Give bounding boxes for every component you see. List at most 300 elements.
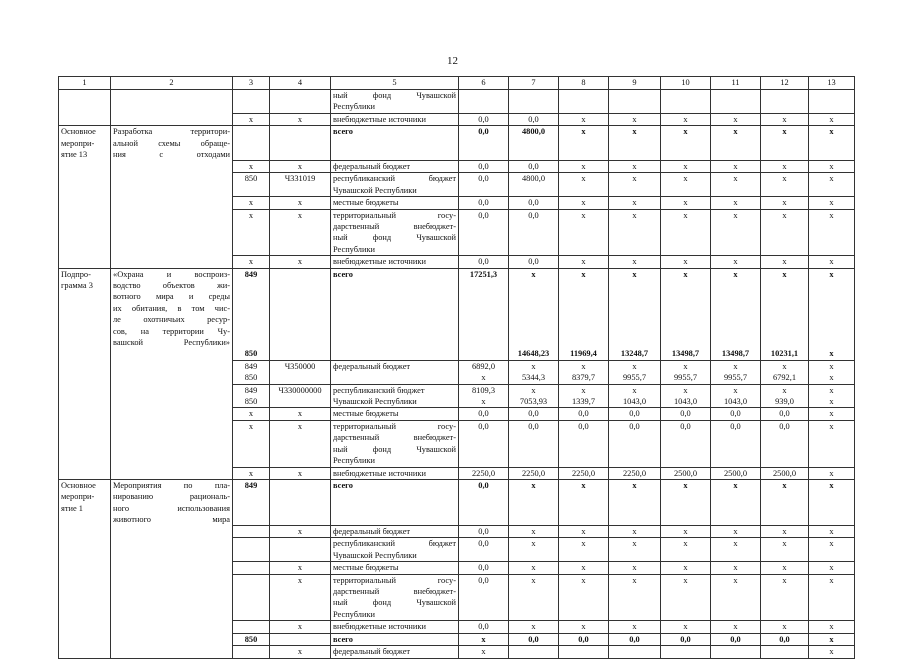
program-description-cell [111, 526, 233, 538]
program-name-cell [59, 562, 111, 574]
value-cell: 4800,0 [509, 126, 559, 161]
value-cell [509, 90, 559, 114]
header-cell: 5 [331, 77, 459, 90]
cell-line: внебюджетные источники [333, 114, 426, 124]
cell-line: дарственный внебюджет- [333, 221, 456, 231]
value-cell: x [761, 256, 809, 268]
value-cell: 0,0 [761, 420, 809, 467]
header-row [59, 77, 855, 90]
cell-line: Мероприятия по пла- [113, 480, 230, 490]
value-cell: x [559, 562, 609, 574]
program-name-cell [59, 420, 111, 467]
value-cell: 0,0 [711, 633, 761, 645]
value-cell: x [559, 209, 609, 256]
program-description-cell [111, 90, 233, 114]
cell-line: всего [333, 127, 353, 137]
value-cell: 0,0 [459, 574, 509, 621]
value-cell: 0,0 [459, 621, 509, 633]
value-cell: x [711, 173, 761, 197]
cell-line: ный фонд Чувашской [333, 233, 456, 243]
value-cell: x [559, 113, 609, 125]
value-cell: x [459, 646, 509, 658]
value-cell: 0,0 [609, 408, 661, 420]
cell-line: дарственный внебюджет- [333, 587, 456, 597]
program-name-cell [59, 113, 111, 125]
value-cell: x [559, 538, 609, 562]
funding-source-cell [331, 562, 459, 574]
value-cell: x [559, 621, 609, 633]
program-name-cell [59, 90, 111, 114]
value-cell: 8109,3 [459, 384, 509, 396]
value-cell: x [761, 621, 809, 633]
grbs-code-cell [233, 526, 270, 538]
cell-line: республиканский бюджет [333, 385, 425, 395]
program-description-cell [111, 621, 233, 633]
target-article-cell [270, 538, 331, 562]
table-row [59, 467, 855, 479]
value-cell: x [509, 360, 559, 372]
program-name-cell [59, 256, 111, 268]
value-cell: 13248,7 [609, 348, 661, 360]
value-cell: x [559, 126, 609, 161]
value-cell: x [809, 173, 855, 197]
header-cell: 7 [509, 77, 559, 90]
value-cell: x [711, 160, 761, 172]
value-cell: 8379,7 [559, 372, 609, 384]
grbs-code-cell: x [233, 408, 270, 420]
value-cell: 0,0 [459, 126, 509, 161]
table-row [59, 633, 855, 645]
target-article-cell: x [270, 420, 331, 467]
program-name-cell [59, 372, 111, 384]
program-description-cell [111, 126, 233, 161]
program-name-cell [59, 268, 111, 348]
value-cell: 0,0 [509, 113, 559, 125]
target-article-cell [270, 479, 331, 525]
table-row [59, 160, 855, 172]
program-name-cell [59, 160, 111, 172]
table-row [59, 348, 855, 360]
program-description-cell [111, 396, 233, 408]
cell-line: «Охрана и воспроиз- [113, 269, 230, 279]
table-row [59, 268, 855, 348]
cell-line: меропри- [61, 138, 95, 148]
value-cell [559, 646, 609, 658]
value-cell: x [761, 173, 809, 197]
funding-source-cell [331, 574, 459, 621]
header-cell: 6 [459, 77, 509, 90]
cell-line: животного мира [113, 515, 230, 525]
value-cell: 0,0 [711, 408, 761, 420]
target-article-cell [270, 348, 331, 360]
header-cell: 12 [761, 77, 809, 90]
cell-line: Республики [333, 102, 376, 112]
grbs-code-cell: 849 [233, 384, 270, 396]
value-cell: x [509, 268, 559, 348]
grbs-code-cell: 850 [233, 372, 270, 384]
program-description-cell [111, 113, 233, 125]
value-cell: x [559, 173, 609, 197]
value-cell: x [661, 113, 711, 125]
value-cell: 9955,7 [711, 372, 761, 384]
cell-line: Подпро- [61, 269, 91, 279]
value-cell: x [609, 621, 661, 633]
program-description-cell [111, 538, 233, 562]
value-cell: x [559, 526, 609, 538]
value-cell: 0,0 [509, 160, 559, 172]
value-cell: x [661, 574, 711, 621]
value-cell: 0,0 [509, 256, 559, 268]
value-cell [459, 348, 509, 360]
value-cell: x [761, 384, 809, 396]
value-cell: x [809, 160, 855, 172]
cell-line: Разработка территори- [113, 127, 230, 137]
grbs-code-cell: x [233, 160, 270, 172]
cell-line: нированию рациональ- [113, 492, 230, 502]
funding-source-cell [331, 633, 459, 645]
value-cell: 0,0 [459, 408, 509, 420]
value-cell: 1043,0 [609, 396, 661, 408]
cell-line: республиканский бюджет [333, 174, 456, 184]
value-cell: 0,0 [661, 420, 711, 467]
program-name-cell [59, 479, 111, 525]
value-cell: 4800,0 [509, 173, 559, 197]
table-row [59, 646, 855, 658]
value-cell: 13498,7 [711, 348, 761, 360]
cell-line: Чувашской Республики [333, 185, 417, 195]
cell-line: местные бюджеты [333, 563, 399, 573]
value-cell: 10231,1 [761, 348, 809, 360]
cell-line: внебюджетные источники [333, 257, 426, 267]
cell-line: ятие 13 [61, 150, 88, 160]
value-cell: x [559, 384, 609, 396]
table-row [59, 538, 855, 562]
value-cell: x [559, 574, 609, 621]
cell-line: меропри- [61, 492, 95, 502]
value-cell: 0,0 [661, 633, 711, 645]
table-row [59, 479, 855, 525]
value-cell: x [609, 113, 661, 125]
value-cell [711, 90, 761, 114]
cell-line: ный фонд Чувашской [333, 444, 456, 454]
target-article-cell: x [270, 113, 331, 125]
value-cell: x [711, 621, 761, 633]
program-name-cell [59, 209, 111, 256]
value-cell: x [711, 384, 761, 396]
program-name-cell [59, 197, 111, 209]
value-cell: x [809, 384, 855, 396]
program-description-cell [111, 268, 233, 348]
grbs-code-cell: 849 [233, 360, 270, 372]
value-cell: 5344,3 [509, 372, 559, 384]
funding-source-cell [331, 126, 459, 161]
cell-line: Республики [333, 456, 376, 466]
value-cell: x [661, 126, 711, 161]
value-cell [509, 646, 559, 658]
value-cell: x [559, 256, 609, 268]
value-cell: x [809, 646, 855, 658]
grbs-code-cell [233, 126, 270, 161]
value-cell: 11969,4 [559, 348, 609, 360]
table-row [59, 360, 855, 372]
grbs-code-cell [233, 562, 270, 574]
funding-source-cell [331, 90, 459, 114]
table-row [59, 384, 855, 396]
target-article-cell [270, 633, 331, 645]
cell-line: ный фонд Чувашской [333, 598, 456, 608]
target-article-cell: x [270, 160, 331, 172]
table-row [59, 562, 855, 574]
cell-line: всего [333, 634, 353, 644]
program-description-cell [111, 562, 233, 574]
value-cell: x [509, 526, 559, 538]
value-cell: x [761, 360, 809, 372]
value-cell: x [809, 348, 855, 360]
value-cell: 2250,0 [509, 467, 559, 479]
value-cell: 0,0 [459, 420, 509, 467]
value-cell: x [509, 562, 559, 574]
grbs-code-cell: x [233, 113, 270, 125]
target-article-cell [270, 396, 331, 408]
value-cell: x [609, 562, 661, 574]
page-number: 12 [447, 55, 458, 67]
program-description-cell [111, 384, 233, 396]
cell-line: местные бюджеты [333, 409, 399, 419]
value-cell: 0,0 [761, 408, 809, 420]
table-row [59, 408, 855, 420]
target-article-cell [270, 372, 331, 384]
cell-line: Основное [61, 127, 96, 137]
header-cell: 1 [59, 77, 111, 90]
value-cell: 939,0 [761, 396, 809, 408]
table-row [59, 574, 855, 621]
cell-line: дарственный внебюджет- [333, 433, 456, 443]
value-cell: x [609, 126, 661, 161]
cell-line: территориальный госу- [333, 575, 456, 585]
value-cell: x [809, 126, 855, 161]
value-cell: x [809, 360, 855, 372]
value-cell [559, 90, 609, 114]
value-cell: x [711, 479, 761, 525]
cell-line: водство объектов жи- [113, 281, 230, 290]
program-description-cell [111, 160, 233, 172]
value-cell: x [711, 113, 761, 125]
cell-line: всего [333, 269, 353, 279]
value-cell: 0,0 [459, 479, 509, 525]
target-article-cell: x [270, 467, 331, 479]
value-cell: 0,0 [509, 197, 559, 209]
value-cell: x [609, 574, 661, 621]
value-cell: 0,0 [711, 420, 761, 467]
target-article-cell: x [270, 646, 331, 658]
value-cell: x [661, 479, 711, 525]
value-cell: x [809, 621, 855, 633]
value-cell [459, 90, 509, 114]
program-name-cell [59, 646, 111, 658]
program-name-cell [59, 126, 111, 161]
value-cell: 0,0 [559, 408, 609, 420]
header-cell: 8 [559, 77, 609, 90]
value-cell: 0,0 [609, 633, 661, 645]
target-article-cell: x [270, 256, 331, 268]
funding-source-cell [331, 268, 459, 348]
target-article-cell: x [270, 197, 331, 209]
value-cell: x [559, 197, 609, 209]
value-cell: 0,0 [459, 160, 509, 172]
value-cell [661, 646, 711, 658]
value-cell: x [711, 562, 761, 574]
value-cell: 2500,0 [661, 467, 711, 479]
funding-table [58, 76, 855, 659]
grbs-code-cell: 850 [233, 633, 270, 645]
table-row [59, 621, 855, 633]
target-article-cell: x [270, 574, 331, 621]
value-cell: x [661, 209, 711, 256]
value-cell: x [711, 256, 761, 268]
value-cell: x [761, 197, 809, 209]
cell-line: ятие 1 [61, 503, 83, 513]
value-cell: x [459, 396, 509, 408]
funding-source-cell [331, 420, 459, 467]
value-cell: x [761, 126, 809, 161]
value-cell: x [661, 256, 711, 268]
grbs-code-cell [233, 538, 270, 562]
value-cell: 0,0 [661, 408, 711, 420]
program-description-cell [111, 479, 233, 525]
target-article-cell: x [270, 621, 331, 633]
value-cell: x [809, 372, 855, 384]
table-row [59, 526, 855, 538]
header-cell: 4 [270, 77, 331, 90]
value-cell: x [761, 526, 809, 538]
grbs-code-cell: x [233, 467, 270, 479]
header-cell: 9 [609, 77, 661, 90]
grbs-code-cell [233, 574, 270, 621]
value-cell: x [661, 538, 711, 562]
value-cell: x [661, 562, 711, 574]
value-cell: 0,0 [509, 633, 559, 645]
value-cell: x [661, 621, 711, 633]
funding-source-cell [331, 526, 459, 538]
target-article-cell: x [270, 562, 331, 574]
program-name-cell [59, 360, 111, 372]
value-cell: 13498,7 [661, 348, 711, 360]
value-cell: x [661, 160, 711, 172]
value-cell: 2250,0 [609, 467, 661, 479]
funding-source-cell [331, 256, 459, 268]
funding-source-cell [331, 396, 459, 408]
value-cell: 0,0 [459, 173, 509, 197]
funding-source-cell [331, 408, 459, 420]
value-cell [609, 90, 661, 114]
value-cell [809, 90, 855, 114]
value-cell: 2250,0 [459, 467, 509, 479]
value-cell: x [509, 621, 559, 633]
value-cell: x [809, 562, 855, 574]
value-cell: x [609, 538, 661, 562]
target-article-cell: x [270, 526, 331, 538]
value-cell: x [609, 197, 661, 209]
target-article-cell [270, 126, 331, 161]
value-cell: x [809, 197, 855, 209]
value-cell: x [809, 526, 855, 538]
program-description-cell [111, 209, 233, 256]
value-cell: x [809, 467, 855, 479]
grbs-code-cell: x [233, 420, 270, 467]
cell-line: ния с отходами [113, 150, 230, 160]
value-cell [661, 90, 711, 114]
value-cell: x [559, 479, 609, 525]
program-description-cell [111, 646, 233, 658]
grbs-code-cell: 849 [233, 479, 270, 525]
cell-line: Основное [61, 480, 96, 490]
table-row [59, 90, 855, 114]
value-cell: 9955,7 [609, 372, 661, 384]
funding-source-cell [331, 160, 459, 172]
funding-source-cell [331, 538, 459, 562]
value-cell: x [809, 633, 855, 645]
value-cell: x [609, 526, 661, 538]
value-cell: 1339,7 [559, 396, 609, 408]
program-description-cell [111, 360, 233, 372]
program-name-cell [59, 633, 111, 645]
cell-line: федеральный бюджет [333, 361, 411, 371]
value-cell: x [609, 479, 661, 525]
value-cell: 9955,7 [661, 372, 711, 384]
program-name-cell [59, 621, 111, 633]
value-cell: 1043,0 [661, 396, 711, 408]
grbs-code-cell: 849 [233, 268, 270, 348]
cell-line: вашской Республики» [113, 338, 230, 348]
value-cell: x [809, 396, 855, 408]
program-description-cell [111, 467, 233, 479]
value-cell: x [509, 538, 559, 562]
value-cell: x [661, 360, 711, 372]
program-name-cell [59, 408, 111, 420]
cell-line: вотного мира и среды [113, 292, 230, 302]
value-cell: 0,0 [609, 420, 661, 467]
value-cell: x [711, 268, 761, 348]
value-cell: 14648,23 [509, 348, 559, 360]
value-cell: 0,0 [459, 113, 509, 125]
program-description-cell [111, 173, 233, 197]
target-article-cell: x [270, 408, 331, 420]
table-row [59, 256, 855, 268]
cell-line: республиканский бюджет [333, 539, 456, 549]
header-cell: 10 [661, 77, 711, 90]
cell-line: ле охотничьих ресур- [113, 315, 230, 325]
cell-line: местные бюджеты [333, 198, 399, 208]
program-description-cell [111, 408, 233, 420]
target-article-cell: Ч350000 [270, 360, 331, 372]
funding-source-cell [331, 479, 459, 525]
value-cell: x [761, 160, 809, 172]
target-article-cell [270, 268, 331, 348]
value-cell: x [761, 209, 809, 256]
value-cell: 2250,0 [559, 467, 609, 479]
value-cell: x [711, 197, 761, 209]
value-cell: x [609, 268, 661, 348]
program-name-cell [59, 173, 111, 197]
program-name-cell [59, 384, 111, 396]
value-cell: x [609, 209, 661, 256]
header-cell: 11 [711, 77, 761, 90]
value-cell [761, 646, 809, 658]
value-cell: x [711, 126, 761, 161]
program-description-cell [111, 633, 233, 645]
value-cell [711, 646, 761, 658]
cell-line: всего [333, 480, 353, 490]
